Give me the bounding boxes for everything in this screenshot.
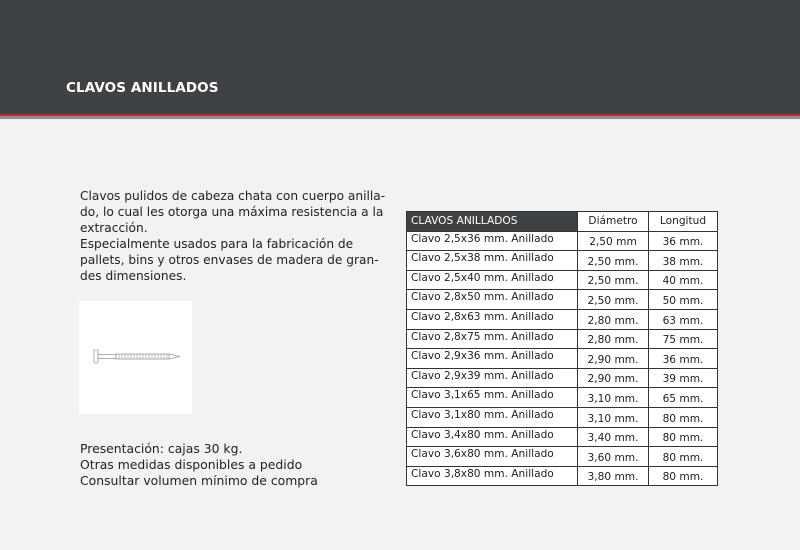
header-divider-line: [0, 116, 800, 119]
table-row: [407, 427, 718, 447]
description-line: Clavos pulidos de cabeza chata con cuerpo anilla-: [80, 189, 386, 203]
ring-shank-nail-icon: [79, 301, 192, 414]
description-line: des dimensiones.: [80, 269, 187, 283]
product-name-cell: Clavo 2,5x36 mm. Anillado: [407, 231, 578, 251]
length-cell: 38 mm.: [649, 251, 718, 271]
diameter-cell: 2,80 mm.: [578, 309, 649, 329]
specifications-table: [406, 211, 718, 486]
product-name-cell: Clavo 2,9x39 mm. Anillado: [407, 368, 578, 388]
minimum-order-note: Consultar volumen mínimo de compra: [80, 473, 318, 488]
product-name-cell: Clavo 3,1x65 mm. Anillado: [407, 388, 578, 408]
presentation-notes: [80, 441, 400, 489]
product-name-cell: Clavo 3,6x80 mm. Anillado: [407, 447, 578, 467]
length-cell: 63 mm.: [649, 309, 718, 329]
product-description: [80, 188, 386, 284]
page-title: CLAVOS ANILLADOS: [66, 80, 219, 96]
table-row: [407, 309, 718, 329]
table-header-row: [407, 212, 718, 232]
length-cell: 80 mm.: [649, 466, 718, 486]
page-header: [0, 0, 800, 114]
table-row: [407, 251, 718, 271]
table-row: [407, 329, 718, 349]
description-line: Especialmente usados para la fabricación de: [80, 237, 354, 251]
availability-note: Otras medidas disponibles a pedido: [80, 457, 303, 472]
diameter-cell: 3,10 mm.: [578, 388, 649, 408]
product-name-cell: Clavo 2,8x63 mm. Anillado: [407, 309, 578, 329]
product-name-cell: Clavo 3,4x80 mm. Anillado: [407, 427, 578, 447]
length-cell: 80 mm.: [649, 407, 718, 427]
product-name-cell: Clavo 2,5x38 mm. Anillado: [407, 251, 578, 271]
product-image: [79, 301, 192, 414]
diameter-cell: 2,50 mm.: [578, 251, 649, 271]
table-row: [407, 466, 718, 486]
table-row: [407, 407, 718, 427]
product-name-cell: Clavo 2,8x50 mm. Anillado: [407, 290, 578, 310]
presentation-note: Presentación: cajas 30 kg.: [80, 441, 243, 456]
table-row: [407, 231, 718, 251]
table-row: [407, 447, 718, 467]
product-name-cell: Clavo 2,5x40 mm. Anillado: [407, 270, 578, 290]
table-row: [407, 270, 718, 290]
diameter-cell: 2,90 mm.: [578, 368, 649, 388]
table-row: [407, 388, 718, 408]
diameter-cell: 2,50 mm.: [578, 270, 649, 290]
length-cell: 39 mm.: [649, 368, 718, 388]
diameter-cell: 3,60 mm.: [578, 447, 649, 467]
product-name-cell: Clavo 2,9x36 mm. Anillado: [407, 349, 578, 369]
diameter-cell: 2,50 mm.: [578, 290, 649, 310]
length-cell: 65 mm.: [649, 388, 718, 408]
description-line: do, lo cual les otorga una máxima resistencia a la: [80, 205, 384, 219]
product-name-cell: Clavo 3,1x80 mm. Anillado: [407, 407, 578, 427]
column-header-product: CLAVOS ANILLADOS: [407, 212, 578, 232]
diameter-cell: 2,50 mm: [578, 231, 649, 251]
length-cell: 50 mm.: [649, 290, 718, 310]
diameter-cell: 2,80 mm.: [578, 329, 649, 349]
diameter-cell: 3,80 mm.: [578, 466, 649, 486]
length-cell: 80 mm.: [649, 427, 718, 447]
diameter-cell: 2,90 mm.: [578, 349, 649, 369]
length-cell: 36 mm.: [649, 349, 718, 369]
column-header-length: Longitud: [649, 212, 718, 232]
table-row: [407, 290, 718, 310]
column-header-diameter: Diámetro: [578, 212, 649, 232]
length-cell: 36 mm.: [649, 231, 718, 251]
length-cell: 40 mm.: [649, 270, 718, 290]
diameter-cell: 3,40 mm.: [578, 427, 649, 447]
description-line: extracción.: [80, 221, 148, 235]
length-cell: 75 mm.: [649, 329, 718, 349]
description-line: pallets, bins y otros envases de madera de gran-: [80, 253, 379, 267]
product-name-cell: Clavo 3,8x80 mm. Anillado: [407, 466, 578, 486]
product-name-cell: Clavo 2,8x75 mm. Anillado: [407, 329, 578, 349]
diameter-cell: 3,10 mm.: [578, 407, 649, 427]
table-row: [407, 368, 718, 388]
length-cell: 80 mm.: [649, 447, 718, 467]
table-row: [407, 349, 718, 369]
